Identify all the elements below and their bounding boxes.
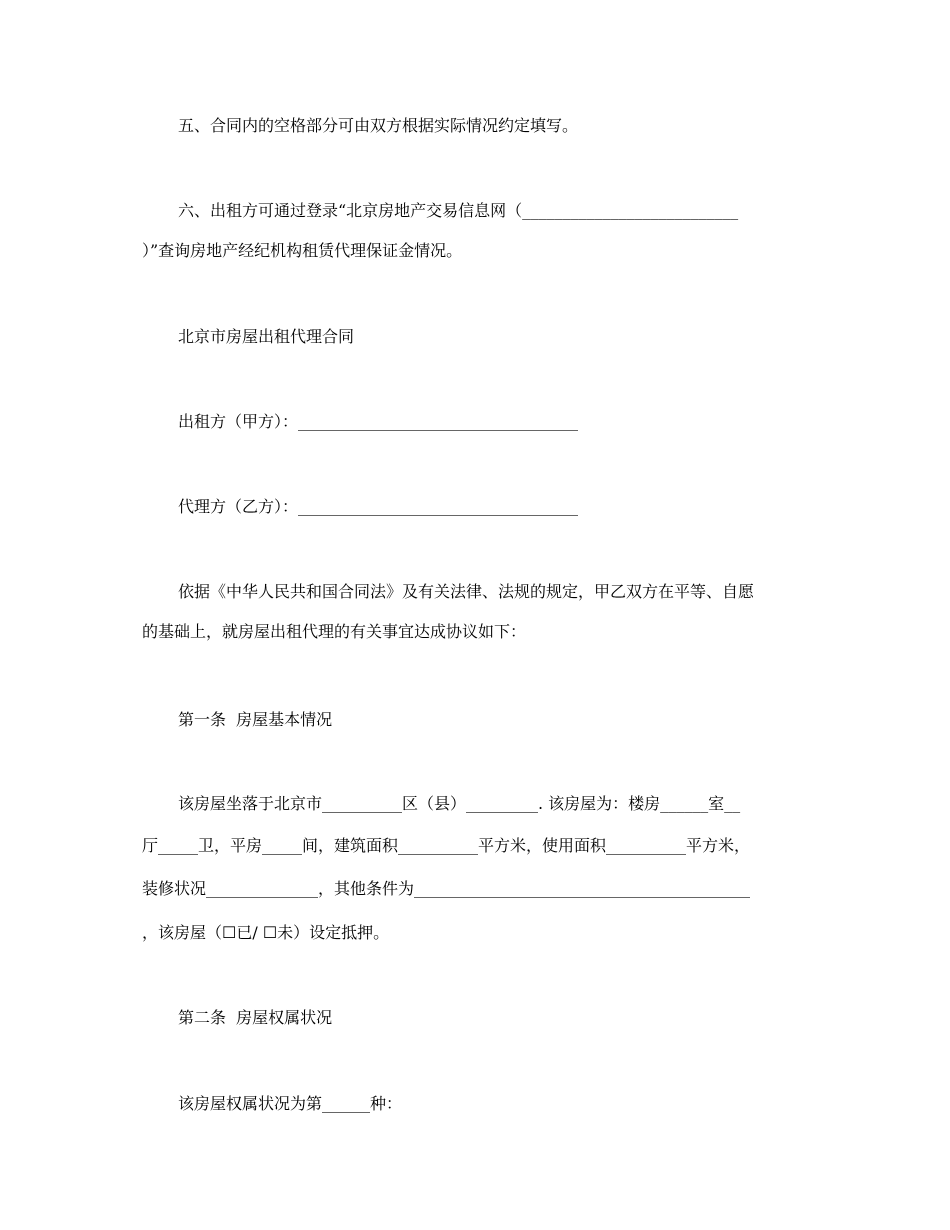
article-one-heading: 第一条 房屋基本情况 <box>178 710 333 729</box>
article-one-line2: 厅_____卫，平房_____间，建筑面积__________平方米，使用面积__________平方米， <box>142 836 751 855</box>
clause-six-text-line2: ）”查询房地产经纪机构租赁代理保证金情况。 <box>142 241 463 260</box>
contract-title: 北京市房屋出租代理合同 <box>178 327 355 346</box>
article-one-line4: ，该房屋（☐已/ ☐未）设定抵押。 <box>142 923 390 942</box>
article-one-line1: 该房屋坐落于北京市__________区（县）_________. 该房屋为：楼房______室__ <box>178 794 741 813</box>
article-two-heading: 第二条 房屋权属状况 <box>178 1008 333 1027</box>
preamble-line1: 依据《中华人民共和国合同法》及有关法律、法规的规定，甲乙双方在平等、自愿 <box>178 582 755 601</box>
preamble-line2: 的基础上，就房屋出租代理的有关事宜达成协议如下： <box>142 622 527 641</box>
agent-party-b-field: 代理方（乙方）：___________________________________ <box>178 497 579 516</box>
article-one-line3: 装修状况______________，其他条件为__________________________________________ <box>142 879 751 898</box>
clause-six-text-line1: 六、出租方可通过登录“北京房地产交易信息网（___________________________ <box>178 201 739 220</box>
article-two-line1: 该房屋权属状况为第______种： <box>178 1094 403 1113</box>
lessor-party-a-field: 出租方（甲方）：___________________________________ <box>178 412 579 431</box>
clause-five-text: 五、合同内的空格部分可由双方根据实际情况约定填写。 <box>178 116 579 135</box>
